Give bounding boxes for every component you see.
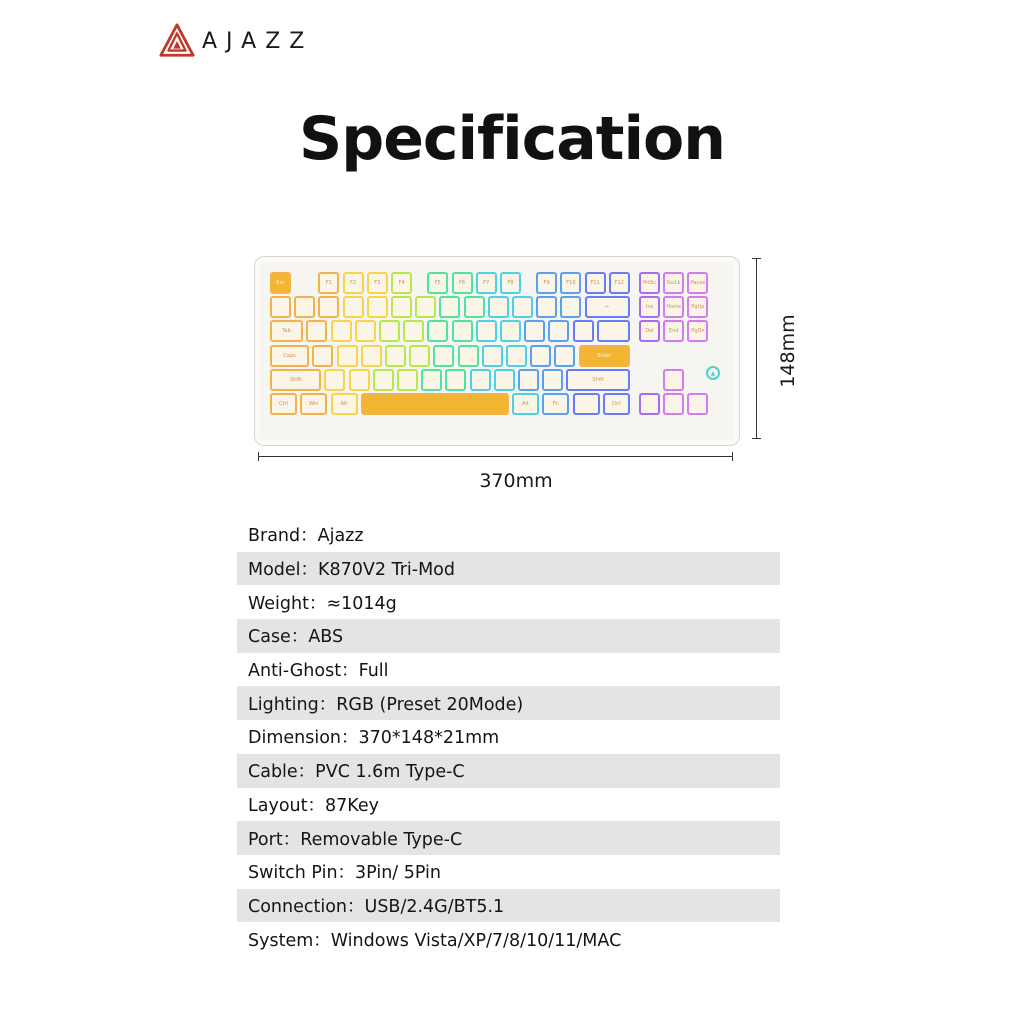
key-blank (687, 393, 708, 415)
height-dimension-label: 148mm (777, 314, 799, 388)
spec-row-brand: Brand：Ajazz (248, 526, 364, 547)
key-blank (488, 296, 509, 318)
key-blank (452, 320, 473, 342)
height-dimension-tick-top (752, 258, 761, 259)
key-enter: Enter (579, 345, 630, 367)
key-blank (318, 296, 339, 318)
key-blank (324, 369, 345, 391)
spec-row-weight: Weight：≈1014g (248, 593, 397, 614)
key-blank (397, 369, 418, 391)
spec-row-model: Model：K870V2 Tri-Mod (237, 552, 780, 586)
key-lalt: Alt (331, 393, 358, 415)
key-tab: Tab (270, 320, 303, 342)
key-pause: Pause (687, 272, 708, 294)
key-blank (355, 320, 376, 342)
key-f2: F2 (343, 272, 364, 294)
key-blank (512, 296, 533, 318)
spec-row-case: Case：ABS (237, 619, 780, 653)
key-blank (294, 296, 315, 318)
key-blank (573, 393, 600, 415)
key-f5: F5 (427, 272, 448, 294)
key-home: Home (663, 296, 684, 318)
key-pgdn: PgDn (687, 320, 708, 342)
key-f1: F1 (318, 272, 339, 294)
key-blank (312, 345, 333, 367)
spec-row-connection: Connection：USB/2.4G/BT5.1 (237, 889, 780, 923)
keyboard-image (254, 256, 738, 444)
key-blank (439, 296, 460, 318)
key-f11: F11 (585, 272, 606, 294)
key-blank (361, 345, 382, 367)
key-blank (542, 369, 563, 391)
width-dimension-line (258, 456, 732, 457)
key-ins: Ins (639, 296, 660, 318)
key-f8: F8 (500, 272, 521, 294)
key-rctrl: Ctrl (603, 393, 630, 415)
key-blank (361, 393, 509, 415)
spec-row-layout: Layout：87Key (248, 795, 379, 816)
key-blank (391, 296, 412, 318)
spec-row-lighting: Lighting：RGB (Preset 20Mode) (237, 686, 780, 720)
key-backspace: ← (585, 296, 630, 318)
key-lctrl: Ctrl (270, 393, 297, 415)
key-blank (379, 320, 400, 342)
key-prtsc: PrtSc (639, 272, 660, 294)
spec-row-cable: Cable：PVC 1.6m Type-C (237, 754, 780, 788)
key-win: Win (300, 393, 327, 415)
width-dimension-label: 370mm (479, 470, 553, 492)
spec-row-anti-ghost: Anti-Ghost：Full (248, 661, 389, 682)
key-f7: F7 (476, 272, 497, 294)
indicator-light-icon: ▲ (706, 366, 720, 380)
key-del: Del (639, 320, 660, 342)
key-lshift: Shift (270, 369, 321, 391)
spec-row-system: System：Windows Vista/XP/7/8/10/11/MAC (248, 930, 622, 951)
brand-logo (158, 22, 313, 60)
key-blank (524, 320, 545, 342)
key-f10: F10 (560, 272, 581, 294)
key-blank (482, 345, 503, 367)
key-end: End (663, 320, 684, 342)
key-blank (560, 296, 581, 318)
brand-name: AJAZZ (202, 28, 314, 54)
key-blank (427, 320, 448, 342)
key-blank (506, 345, 527, 367)
key-blank (421, 369, 442, 391)
key-blank (445, 369, 466, 391)
key-blank (403, 320, 424, 342)
width-dimension-tick-right (732, 452, 733, 461)
key-f6: F6 (452, 272, 473, 294)
key-blank (415, 296, 436, 318)
key-blank (409, 345, 430, 367)
key-blank (343, 296, 364, 318)
key-blank (639, 393, 660, 415)
key-blank (270, 296, 291, 318)
key-blank (306, 320, 327, 342)
key-blank (331, 320, 352, 342)
ajazz-logo-icon (158, 22, 196, 60)
key-blank (548, 320, 569, 342)
key-blank (458, 345, 479, 367)
key-blank (530, 345, 551, 367)
key-blank (476, 320, 497, 342)
key-blank (536, 296, 557, 318)
spec-table (237, 518, 780, 956)
key-blank (663, 393, 684, 415)
spec-row-switch-pin: Switch Pin：3Pin/ 5Pin (248, 863, 442, 884)
height-dimension-tick-bottom (752, 438, 761, 439)
key-blank (494, 369, 515, 391)
key-blank (470, 369, 491, 391)
key-blank (349, 369, 370, 391)
key-f3: F3 (367, 272, 388, 294)
key-blank (500, 320, 521, 342)
key-blank (518, 369, 539, 391)
key-blank (663, 369, 684, 391)
key-blank (433, 345, 454, 367)
key-f9: F9 (536, 272, 557, 294)
key-blank (573, 320, 594, 342)
key-blank (554, 345, 575, 367)
key-blank (367, 296, 388, 318)
key-scrlk: ScrLk (663, 272, 684, 294)
key-blank (385, 345, 406, 367)
page-title: Specification (299, 104, 725, 174)
key-blank (373, 369, 394, 391)
width-dimension-tick-left (258, 452, 259, 461)
key-blank (337, 345, 358, 367)
height-dimension-line (756, 258, 757, 438)
key-blank (464, 296, 485, 318)
key-pgup: PgUp (687, 296, 708, 318)
key-fn: Fn (542, 393, 569, 415)
key-f4: F4 (391, 272, 412, 294)
key-rshift: Shift (566, 369, 629, 391)
spec-row-port: Port：Removable Type-C (237, 821, 780, 855)
key-blank (597, 320, 630, 342)
key-f12: F12 (609, 272, 630, 294)
key-caps: Caps (270, 345, 309, 367)
spec-row-dimension: Dimension：370*148*21mm (248, 728, 500, 749)
key-ralt: Alt (512, 393, 539, 415)
key-esc: Esc (270, 272, 291, 294)
